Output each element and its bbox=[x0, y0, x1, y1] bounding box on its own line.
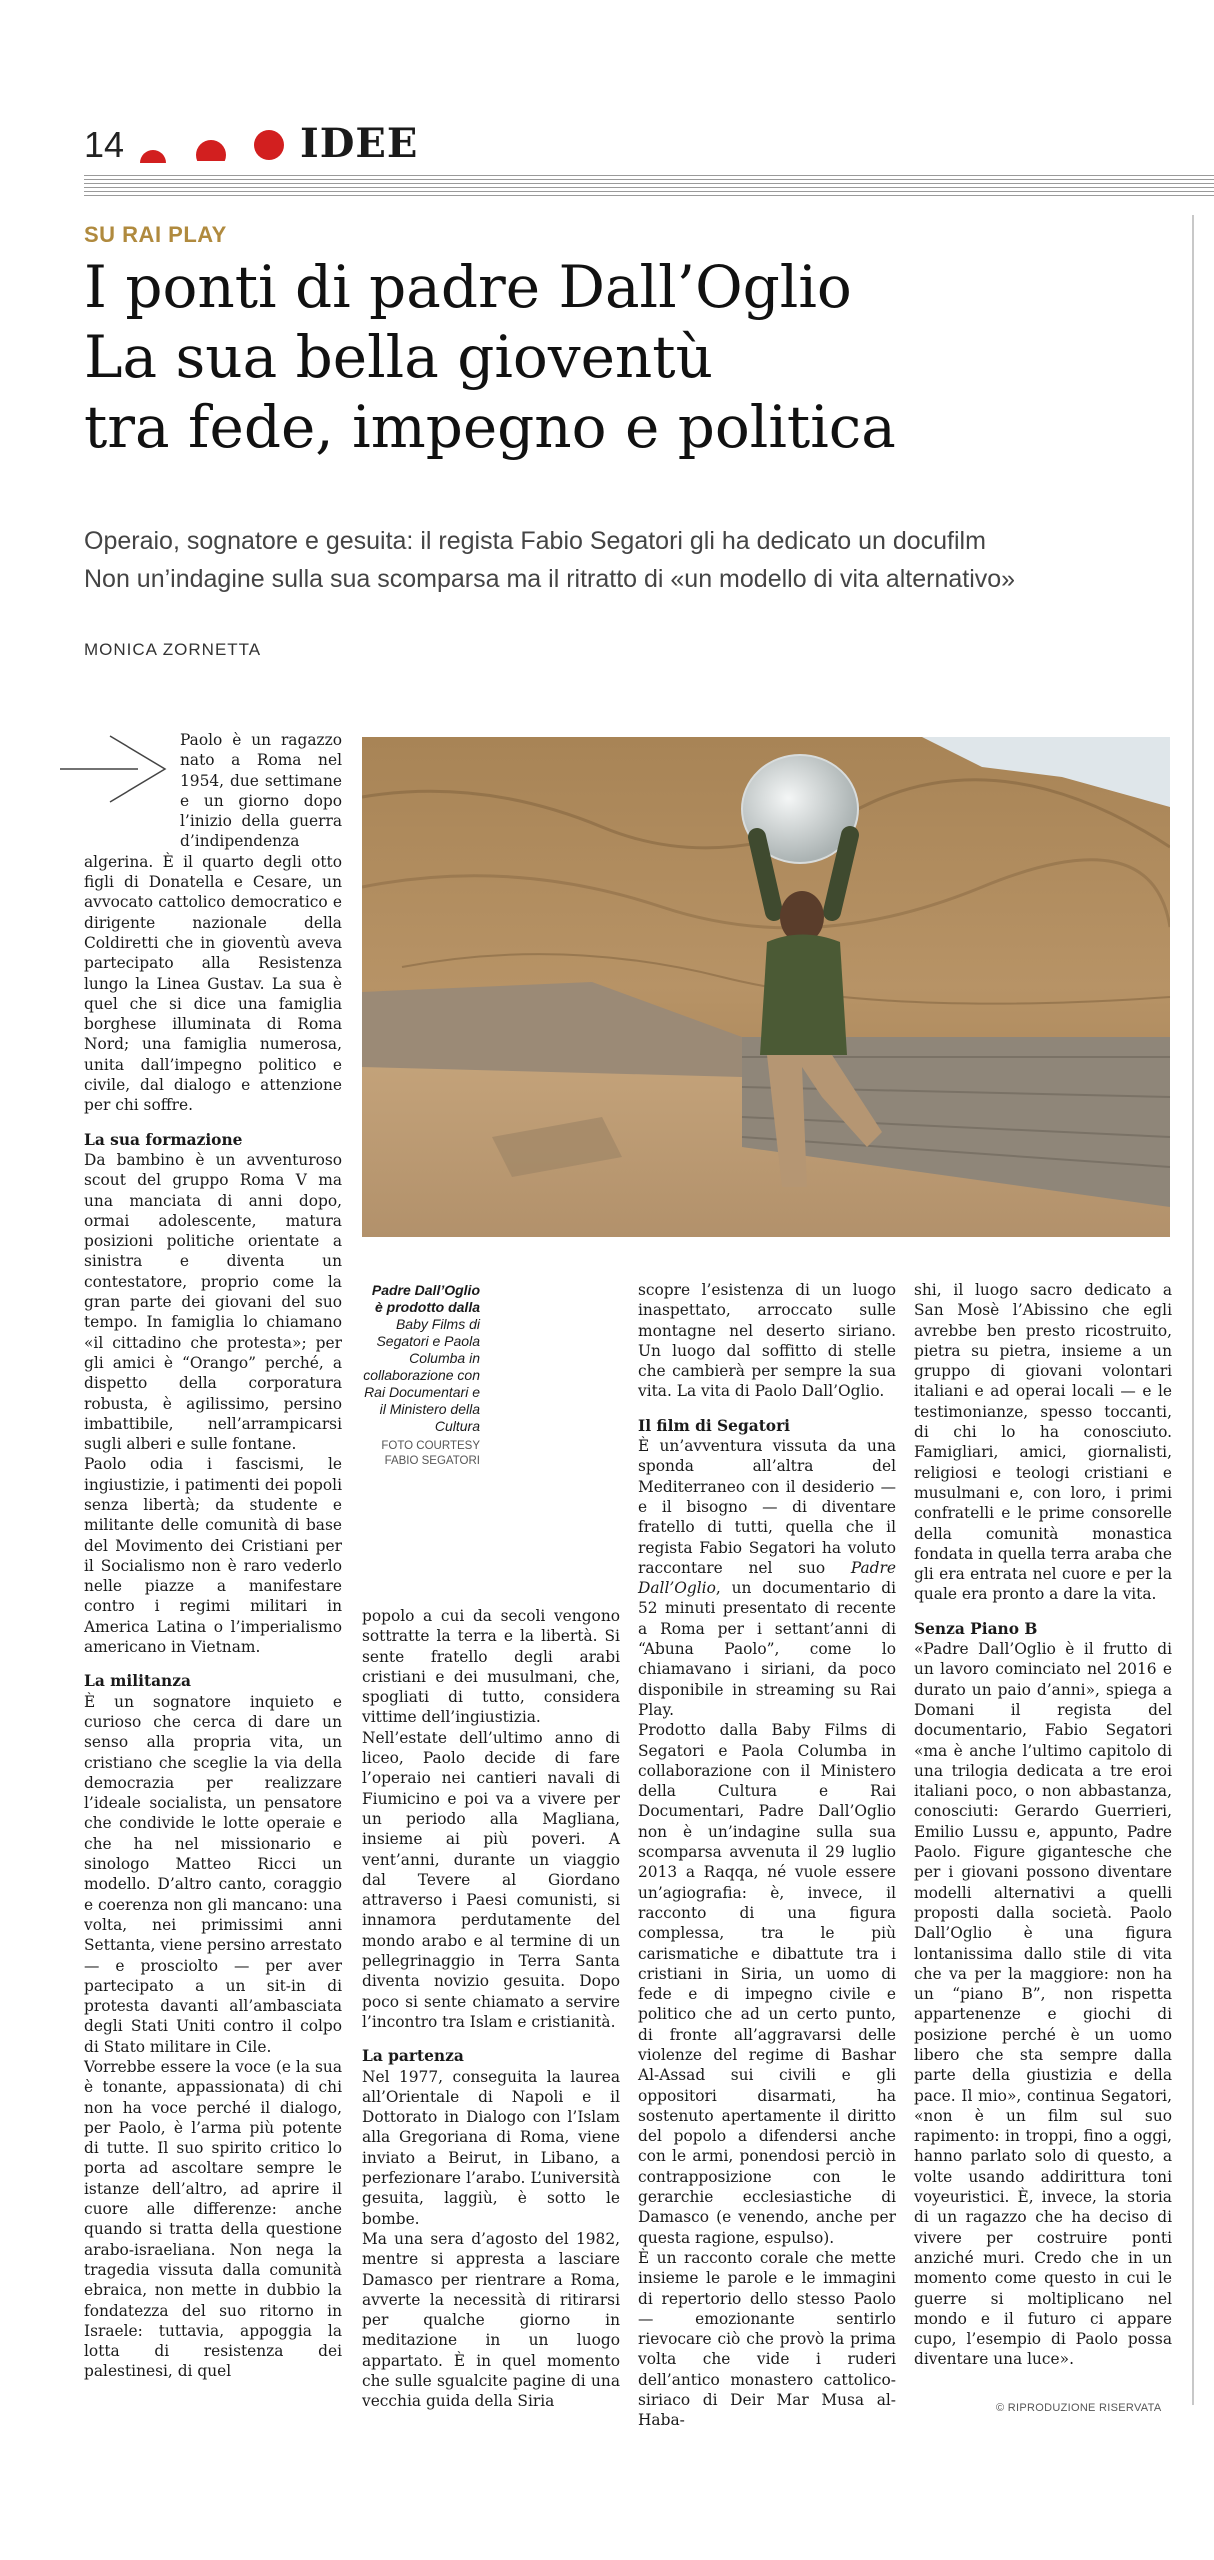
paragraph: Vorrebbe essere la voce (e la sua è tonante, appassionata) di chi non ha voce perché il dialogo, per Paolo, è l’arma più potente di tutte. Il suo spirito critico lo porta ad ascoltare sempre le istanze dell’altro, ad aprire il cuore alle differenze: anche quando si tratta della questione arabo-israeliana. Non nega la tragedia vissuta dalla comunità ebraica, non mette in dubbio la fondatezza del suo ritorno in Israele: tuttavia, appoggia la lotta di resistenza dei palestinesi, di quel bbox=[84, 2058, 342, 2381]
headline-line-1: I ponti di padre Dall’Oglio bbox=[84, 253, 852, 321]
column-3 bbox=[638, 1280, 896, 2431]
dot-large bbox=[254, 130, 284, 160]
section-title: IDEE bbox=[300, 120, 419, 167]
byline: MONICA ZORNETTA bbox=[84, 640, 262, 659]
paragraph: È un racconto corale che mette insieme le parole e le immagini di repertorio dello stesso Paolo — emozionante sentirlo rievocare ciò che provò la prima volta che vide i ruderi dell’antico monastero cattolico-siriaco di Deir Mar Musa al-Haba- bbox=[638, 2248, 896, 2430]
dot-small bbox=[140, 150, 166, 176]
headline-line-3: tra fede, impegno e politica bbox=[84, 393, 896, 461]
article-photo bbox=[362, 737, 1170, 1237]
subhead-line-1: Operaio, sognatore e gesuita: il regista Fabio Segatori gli ha dedicato un docufilm bbox=[84, 527, 986, 555]
kicker: SU RAI PLAY bbox=[84, 222, 227, 247]
copyright-notice: © RIPRODUZIONE RISERVATA bbox=[996, 2402, 1162, 2414]
paragraph: È un sognatore inquieto e curioso che cerca di dare un senso alla propria vita, un cristiano che sceglie la via della democrazia per realizzare l’ideale socialista, un pensatore che condivide le lotte operaie e che ha nel missionario e sinologo Matteo Ricci un modello. D’altro canto, coraggio e coerenza non gli mancano: una volta, nei primissimi anni Settanta, viene persino arrestato — e prosciolto — per aver partecipato a un sit-in di protesta davanti all’ambasciata degli Stati Uniti contro il colpo di Stato militare in Cile. bbox=[84, 1692, 342, 2056]
caption-title: Padre Dall’Oglio è prodotto dalla bbox=[371, 1282, 480, 1315]
paragraph: popolo a cui da secoli vengono sottratte la terra e la libertà. Si sente fratello degli arabi cristiani e dei musulmani, che, spogliati di tutto, considera vittime dell’ingiustizia. bbox=[362, 1607, 620, 1727]
paragraph: «Padre Dall’Oglio è il frutto di un lavoro cominciato nel 2016 e durato un paio d’anni», spiega a Domani il regista del documentario, Fabio Segatori «ma è anche l’ultimo capitolo di una trilogia dedicata a tre eroi italiani poco, o non abbastanza, conosciuti: Gerardo Guerrieri, Emilio Lussu e, appunto, Padre Paolo. Figure gigantesche che per i giovani possono diventare modelli alternativi a quelli proposti dalla società. Paolo Dall’Oglio è una figura lontanissima dallo stile di vita che va per la maggiore: non ha un “piano B”, non rispetta appartenenze e giochi di posizione perché è un uomo libero che sta sempre dalla parte della giustizia e della pace. Il mio», continua Segatori, «non è un film sul suo rapimento: in troppi, fino a oggi, hanno parlato solo di questo, a volte usando addirittura toni voyeuristici. È, invece, la storia di un ragazzo che ha deciso di vivere per costruire ponti anziché muri. Credo che in un momento come questo in cui le guerre si moltiplicano nel mondo e il futuro ci appare cupo, l’esempio di Paolo possa diventare una luce». bbox=[914, 1640, 1172, 2369]
paragraph: Paolo odia i fascismi, le ingiustizie, i patimenti dei popoli senza libertà; da studente e militante delle comunità di base del Movimento dei Cristiani per il Socialismo non è raro vederlo nelle piazze a manifestare contro i regimi militari in America Latina o l’imperialismo americano in Vietnam. bbox=[84, 1455, 342, 1657]
subheadline bbox=[84, 522, 1184, 598]
paragraph: Paolo è un ragazzo nato a Roma nel 1954, due settimane e un giorno dopo l’inizio della guerra d’indipendenza algerina. È il quarto degli otto figli di Donatella e Cesare, un avvocato cattolico democratico e dirigente nazionale della Coldiretti che in gioventù aveva partecipato alla Resistenza lungo la Linea Gustav. La sua è quel che si dice una famiglia borghese illuminata di Roma Nord; una famiglia numerosa, unita dall’impegno politico e civile, dal dialogo e attenzione per chi soffre. bbox=[84, 731, 342, 1115]
text-run: , un documentario di 52 minuti presentato di recente a Roma per i settant’anni di “Abuna Paolo”, come lo chiamavano i siriani, da poco disponibile in streaming su Rai Play. bbox=[638, 1579, 896, 1719]
text-run: È un’avventura vissuta da una sponda all’altra del Mediterraneo con il desiderio — e il bisogno — di diventare fratello di tutti, quella che il regista Fabio Segatori ha voluto raccontare nel suo bbox=[638, 1437, 896, 1577]
caption-body: Baby Films di Segatori e Paola Columba in collaborazione con Rai Documentari e il Ministero della Cultura bbox=[363, 1316, 480, 1434]
subheading: La partenza bbox=[362, 2047, 464, 2066]
paragraph: Nell’estate dell’ultimo anno di liceo, Paolo decide di fare l’operaio nei cantieri navali di Fiumicino e poi va a vivere per un periodo alla Magliana, insieme ai più poveri. A vent’anni, durante un viaggio dal Tevere al Giordano attraverso i Paesi comunisti, si innamora perdutamente del mondo arabo e al termine di un pellegrinaggio in Terra Santa diventa novizio gesuita. Dopo poco si sente chiamato a servire l’incontro tra Islam e cristianità. bbox=[362, 1728, 620, 2031]
paragraph: Da bambino è un avventuroso scout del gruppo Roma V ma una manciata di anni dopo, ormai adolescente, matura posizioni politiche orientate a sinistra e diventa un contestatore, proprio come la gran parte dei giovani del suo tempo. In famiglia lo chiamano «il cittadino che protesta»; per gli amici è “Orango” perché, a dispetto della corporatura robusta, è agilissimo, persino imbattibile, nell’arrampicarsi sugli alberi e sulle fontane. bbox=[84, 1150, 342, 1454]
column-4 bbox=[914, 1280, 1172, 2370]
photo-credit: FOTO COURTESY FABIO SEGATORI bbox=[381, 1440, 480, 1467]
right-column-rule bbox=[1192, 215, 1194, 2405]
headline bbox=[84, 252, 1184, 462]
page-number: 14 bbox=[84, 124, 125, 165]
subheading: La militanza bbox=[84, 1672, 191, 1691]
film-title: Padre Dall’Oglio bbox=[638, 1558, 896, 1598]
header-rules bbox=[84, 175, 1214, 197]
paragraph: Prodotto dalla Baby Films di Segatori e Paola Columba in collaborazione con il Ministero della Cultura e Rai Documentari, Padre Dall’Oglio non è un’indagine sulla sua scomparsa avvenuta il 29 luglio 2013 a Raqqa, né vuole essere un’agiografia: è, invece, il racconto di una figura complessa, tra le più carismatiche e dibattute tra i cristiani in Siria, un uomo di fede e di impegno civile e politico che ad un certo punto, di fronte all’aggravarsi delle violenze del regime di Bashar Al-Assad sui civili e gli oppositori disarmati, ha sostenuto apertamente il diritto del popolo a difendersi anche con le armi, ponendosi perciò in contrapposizione con le gerarchie ecclesiastiche di Damasco (e venendo, anche per questa ragione, espulso). bbox=[638, 1721, 896, 2247]
paragraph: shi, il luogo sacro dedicato a San Mosè l’Abissino che egli avrebbe ben presto ricostruito, pietra su pietra, insieme a un gruppo di giovani volontari italiani e ad operai locali — e le testimonianze, spesso toccanti, di chi lo ha conosciuto. Famigliari, amici, giornalisti, religiosi e teologi cristiani e musulmani e, con loro, i primi confratelli e le prime consorelle della comunità monastica fondata in quella terra araba che gli era entrata nel cuore e per la quale era pronto a dare la vita. bbox=[914, 1281, 1173, 1604]
paragraph: scopre l’esistenza di un luogo inaspettato, arroccato sulle montagne nel deserto siriano. Un luogo dal soffitto di stelle che cambierà per sempre la sua vita. La vita di Paolo Dall’Oglio. bbox=[638, 1281, 896, 1401]
column-2 bbox=[362, 1606, 620, 2412]
subheading: Il film di Segatori bbox=[638, 1416, 791, 1435]
paragraph: Ma una sera d’agosto del 1982, mentre si appresta a lasciare Damasco per rientrare a Roma, avverte la necessità di ritirarsi per qualche giorno in meditazione in un luogo appartato. È in quel momento che sulle sgualcite pagine di una vecchia guida della Siria bbox=[362, 2229, 620, 2411]
dot-medium bbox=[196, 140, 226, 170]
photo-caption bbox=[362, 1282, 480, 1469]
subheading: Senza Piano B bbox=[914, 1619, 1038, 1638]
subhead-line-2: Non un’indagine sulla sua scomparsa ma il ritratto di «un modello di vita alternativo» bbox=[84, 565, 1016, 593]
section-dots-decoration bbox=[138, 130, 288, 170]
column-1 bbox=[84, 730, 342, 2382]
headline-line-2: La sua bella gioventù bbox=[84, 323, 713, 391]
paragraph: Nel 1977, conseguita la laurea all’Orientale di Napoli e il Dottorato in Dialogo con l’Islam alla Gregoriana di Roma, viene inviato a Beirut, in Libano, a perfezionare l’arabo. L’università gesuita, laggiù, è sotto le bombe. bbox=[362, 2067, 620, 2228]
dropmark-spacer bbox=[84, 730, 180, 846]
paragraph bbox=[638, 1436, 896, 1720]
subheading: La sua formazione bbox=[84, 1130, 243, 1149]
